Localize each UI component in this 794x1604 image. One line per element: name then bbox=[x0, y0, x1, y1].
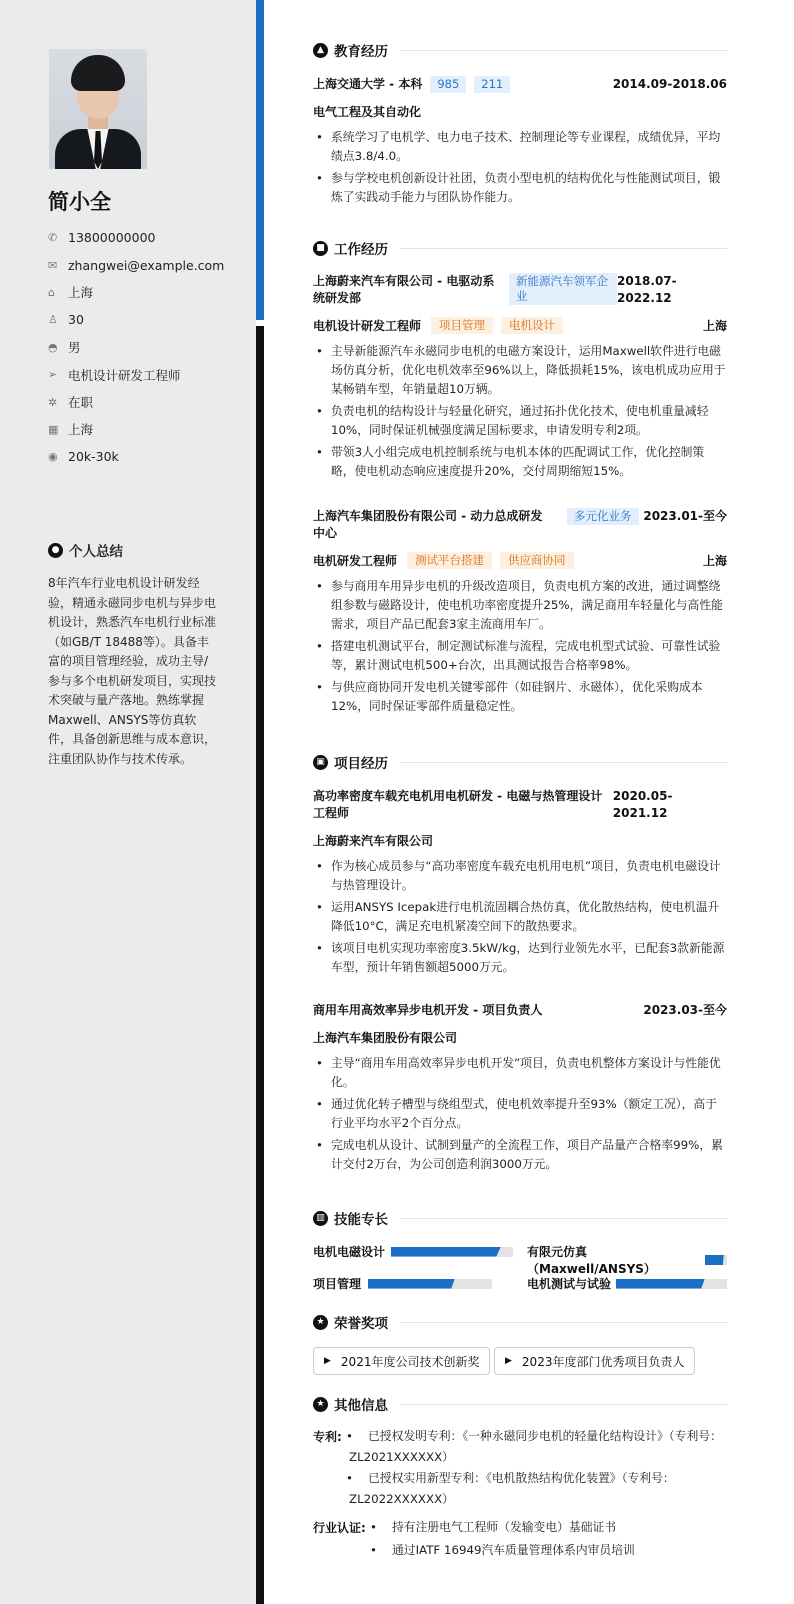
list-item: • 作为核心成员参与“高功率密度车载充电机用电机”项目，负责电机电磁设计与热管理设计。 bbox=[313, 857, 727, 895]
briefcase-icon: ■ bbox=[313, 241, 328, 256]
award-badge: ▶ 2021年度公司技术创新奖 bbox=[313, 1347, 490, 1375]
grid-icon: ▣ bbox=[313, 755, 328, 770]
info-phone: ✆ 13800000000 bbox=[48, 230, 156, 246]
job-city: 上海 bbox=[702, 554, 727, 568]
skill-bar bbox=[705, 1255, 727, 1265]
education-heading: ▲ 教育经历 bbox=[313, 40, 727, 60]
projects-heading: ▣ 项目经历 bbox=[313, 752, 727, 772]
awards-heading: ★ 荣誉奖项 bbox=[313, 1312, 727, 1332]
play-icon: ▶ bbox=[505, 1356, 512, 1366]
list-item: • 通过优化转子槽型与绕组型式，使电机效率提升至93%（额定工况），高于行业平均水平2个百分点。 bbox=[313, 1095, 727, 1133]
job-entry bbox=[313, 508, 727, 719]
award-badge: ▶ 2023年度部门优秀项目负责人 bbox=[494, 1347, 695, 1375]
skill-bar bbox=[616, 1279, 727, 1289]
contact-info-list bbox=[48, 224, 224, 471]
list-item: • 与供应商协同开发电机关键零部件（如硅钢片、永磁体），优化采购成本12%，同时保证零部件质量稳定性。 bbox=[313, 678, 727, 716]
skill-item: 有限元仿真（Maxwell/ANSYS） bbox=[527, 1243, 727, 1277]
school-tag: 985 bbox=[430, 76, 466, 93]
list-item: • 参与学校电机创新设计社团，负责小型电机的结构优化与性能测试项目，锻炼了实践动手能力与团队协作能力。 bbox=[313, 169, 727, 207]
list-item: • 该项目电机实现功率密度3.5kW/kg，达到行业领先水平，已配套3款新能源车型，预计年销售额超5000万元。 bbox=[313, 939, 727, 977]
skill-item: 项目管理 bbox=[313, 1275, 492, 1292]
status-icon: ✲ bbox=[48, 395, 58, 409]
list-item: • 通过IATF 16949汽车质量管理体系内审员培训 bbox=[370, 1543, 635, 1557]
summary-text: 8年汽车行业电机设计研发经验，精通永磁同步电机与异步电机设计，熟悉汽车电机行业标准（如GB/T 18488等）。具备丰富的项目管理经验，成功主导/参与多个电机研发项目，实现技术突破与量产落地。熟练掌握Maxwell、ANSYS等仿真软件，具备创新思维与成本意识，注重团队协作与技术传承。 bbox=[48, 576, 217, 766]
info-email: ✉ zhangwei@example.com bbox=[48, 257, 225, 273]
role-tag: 项目管理 bbox=[431, 317, 493, 334]
role-tag: 供应商协同 bbox=[500, 552, 574, 569]
list-item-continued: ZL2022XXXXXX） bbox=[349, 1492, 454, 1506]
avatar bbox=[49, 49, 147, 169]
phone-icon: ✆ bbox=[48, 231, 58, 245]
job-role: 电机研发工程师 bbox=[313, 554, 398, 568]
info-position: ➢ 电机设计研发工程师 bbox=[48, 367, 181, 383]
gender-icon: ◓ bbox=[48, 340, 58, 354]
info-gender: ◓ 男 bbox=[48, 340, 81, 356]
award-icon: ★ bbox=[313, 1315, 328, 1330]
school-name: 上海交通大学 - 本科 bbox=[313, 77, 423, 91]
send-icon: ➢ bbox=[48, 368, 58, 382]
summary-heading: ● 个人总结 bbox=[48, 540, 123, 560]
list-item: • 完成电机从设计、试制到量产的全流程工作，项目产品量产合格率99%，累计交付2万台，为公司创造利润3000万元。 bbox=[313, 1136, 727, 1174]
role-tag: 测试平台搭建 bbox=[407, 552, 492, 569]
bar-chart-icon: ▥ bbox=[313, 1211, 328, 1226]
building-icon: ▦ bbox=[48, 422, 59, 436]
project-entry bbox=[313, 788, 727, 980]
job-entry bbox=[313, 273, 727, 484]
project-entry bbox=[313, 1002, 727, 1177]
list-item: • 系统学习了电机学、电力电子技术、控制理论等专业课程，成绩优异，平均绩点3.8/4.0。 bbox=[313, 128, 727, 166]
info-age: ♙ 30 bbox=[48, 312, 84, 328]
list-item-continued: ZL2021XXXXXX） bbox=[349, 1450, 454, 1464]
list-item: • 持有注册电气工程师（发输变电）基础证书 bbox=[370, 1520, 617, 1534]
list-item: • 主导新能源汽车永磁同步电机的电磁方案设计，运用Maxwell软件进行电磁场仿真分析，优化电机效率至96%以上，降低损耗15%，该电机成功应用于某畅销车型，年销量超10万辆。 bbox=[313, 342, 727, 399]
project-period: 2020.05-2021.12 bbox=[612, 789, 673, 820]
accent-bar-blue bbox=[256, 0, 264, 320]
job-city: 上海 bbox=[702, 319, 727, 333]
info-status: ✲ 在职 bbox=[48, 395, 94, 411]
project-period: 2023.03-至今 bbox=[643, 1003, 727, 1017]
accent-bar-black bbox=[256, 326, 264, 1604]
job-period: 2023.01-至今 bbox=[643, 509, 727, 523]
job-role: 电机设计研发工程师 bbox=[313, 319, 422, 333]
play-icon: ▶ bbox=[324, 1356, 331, 1366]
list-item: • 带领3人小组完成电机控制系统与电机本体的匹配调试工作，优化控制策略，使电机动态响应速度提升20%，交付周期缩短15%。 bbox=[313, 443, 727, 481]
list-item: • 参与商用车用异步电机的升级改造项目，负责电机方案的改进，通过调整绕组参数与磁路设计，使电机功率密度提升25%，满足商用车轻量化与高性能需求，项目产品已配套3家主流商用车厂。 bbox=[313, 577, 727, 634]
list-item: • 负责电机的结构设计与轻量化研究，通过拓扑优化技术，使电机重量减轻10%，同时保证机械强度满足国标要求，申请发明专利2项。 bbox=[313, 402, 727, 440]
company-tag: 多元化业务 bbox=[567, 508, 639, 525]
company-name: 上海汽车集团股份有限公司 - 动力总成研发中心 bbox=[313, 509, 543, 540]
company-tag: 新能源汽车领军企业 bbox=[509, 273, 617, 305]
list-item: • 主导“商用车用高效率异步电机开发”项目，负责电机整体方案设计与性能优化。 bbox=[313, 1054, 727, 1092]
skill-item: 电机电磁设计 bbox=[313, 1243, 513, 1260]
home-icon: ⌂ bbox=[48, 285, 55, 299]
work-heading: ■ 工作经历 bbox=[313, 238, 727, 258]
age-icon: ♙ bbox=[48, 313, 58, 327]
salary-icon: ◉ bbox=[48, 450, 58, 464]
project-org: 上海蔚来汽车有限公司 bbox=[313, 834, 434, 848]
skill-item: 电机测试与试验 bbox=[527, 1275, 727, 1292]
info-icon: ★ bbox=[313, 1397, 328, 1412]
graduation-cap-icon: ▲ bbox=[313, 43, 328, 58]
skills-heading: ▥ 技能专长 bbox=[313, 1208, 727, 1228]
list-item: • 搭建电机测试平台，制定测试标准与流程，完成电机型式试验、可靠性试验等，累计测试电机500+台次，出具测试报告合格率98%。 bbox=[313, 637, 727, 675]
project-name: 商用车用高效率异步电机开发 - 项目负责人 bbox=[313, 1003, 543, 1017]
mail-icon: ✉ bbox=[48, 258, 58, 272]
education-period: 2014.09-2018.06 bbox=[612, 77, 727, 91]
company-name: 上海蔚来汽车有限公司 - 电驱动系统研发部 bbox=[313, 274, 495, 305]
list-item: • 已授权发明专利：《一种永磁同步电机的轻量化结构设计》（专利号： bbox=[346, 1429, 722, 1443]
info-work-city: ▦ 上海 bbox=[48, 422, 94, 438]
other-heading: ★ 其他信息 bbox=[313, 1394, 727, 1414]
school-tag: 211 bbox=[474, 76, 510, 93]
job-period: 2018.07-2022.12 bbox=[617, 274, 677, 305]
info-location: ⌂ 上海 bbox=[48, 285, 94, 301]
skill-bar bbox=[391, 1247, 513, 1257]
skill-bar bbox=[368, 1279, 492, 1289]
patent-label: 专利: bbox=[313, 1430, 342, 1444]
project-name: 高功率密度车载充电机用电机研发 - 电磁与热管理设计工程师 bbox=[313, 789, 603, 820]
list-item: • 运用ANSYS Icepak进行电机流固耦合热仿真，优化散热结构，使电机温升降低10°C，满足充电机紧凑空间下的散热要求。 bbox=[313, 898, 727, 936]
project-org: 上海汽车集团股份有限公司 bbox=[313, 1031, 458, 1045]
user-icon: ● bbox=[48, 543, 63, 558]
certification-label: 行业认证: bbox=[313, 1521, 366, 1535]
candidate-name: 简小全 bbox=[48, 190, 111, 214]
major: 电气工程及其自动化 bbox=[313, 105, 422, 119]
role-tag: 电机设计 bbox=[501, 317, 563, 334]
education-entry bbox=[313, 76, 727, 210]
info-salary: ◉ 20k-30k bbox=[48, 449, 119, 465]
list-item: • 已授权实用新型专利：《电机散热结构优化装置》（专利号： bbox=[346, 1471, 675, 1485]
